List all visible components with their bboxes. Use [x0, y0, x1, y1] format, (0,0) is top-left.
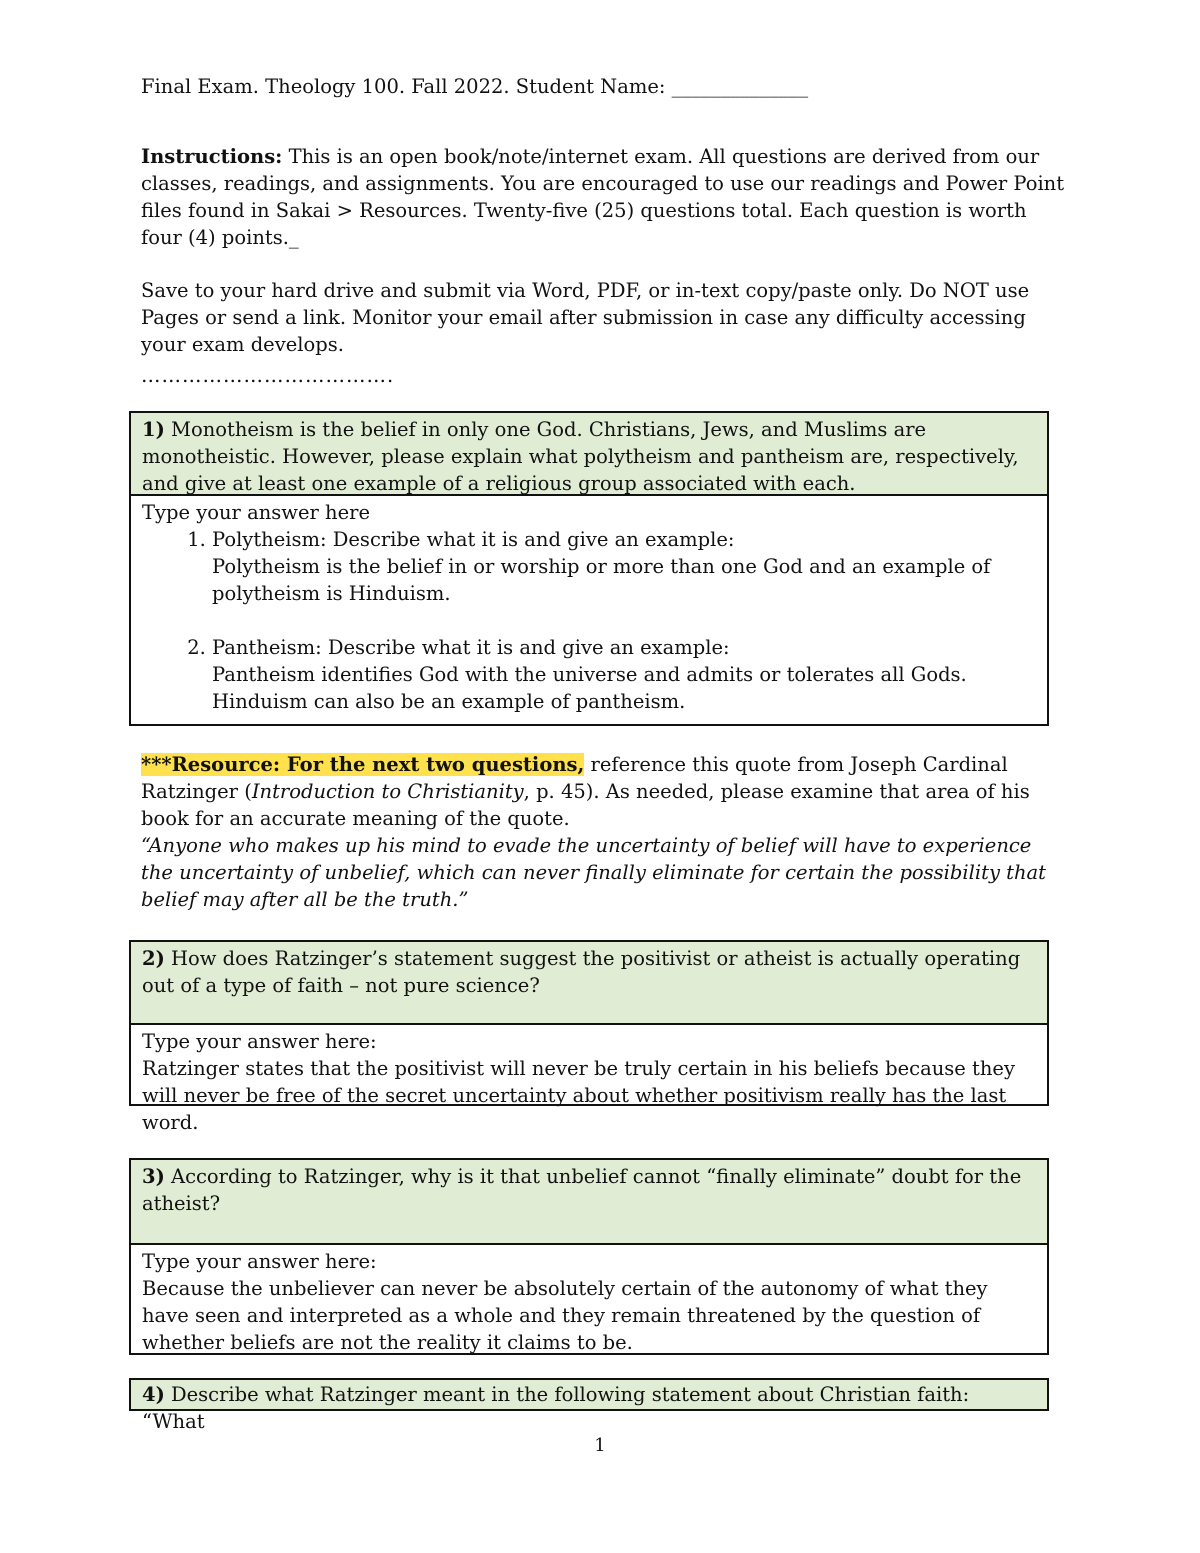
- question-1-text: Monotheism is the belief in only one God. Christians, Jews, and Muslims are monotheistic. However, please explain what polytheism and pantheism are, respectively, and give at least one example of a religious group associated with each.: [142, 418, 1019, 495]
- question-2-number: 2): [142, 947, 165, 970]
- resource-intro: [141, 751, 1066, 832]
- exam-title: Final Exam. Theology 100. Fall 2022. Student Name: ______________: [141, 75, 809, 98]
- resource-text: reference this quote from Joseph Cardinal Ratzinger (: [141, 753, 1008, 803]
- question-3-answer: Because the unbeliever can never be absolutely certain of the autonomy of what they have seen and interpreted as a whole and they remain threatened by the question of whether beliefs are not the reality it claims to be.: [142, 1277, 988, 1354]
- pantheism-answer: Pantheism identifies God with the universe and admits or tolerates all Gods. Hinduism can also be an example of pantheism.: [212, 663, 967, 713]
- polytheism-answer: Polytheism is the belief in or worship or more than one God and an example of polytheism is Hinduism.: [212, 555, 991, 605]
- question-1-box: [129, 411, 1049, 726]
- ratzinger-quote: “Anyone who makes up his mind to evade the uncertainty of belief will have to experience the uncertainty of unbelief, which can never finally eliminate for certain the possibility that belief may after all be the truth.”: [141, 834, 1047, 911]
- resource-paragraph: [141, 751, 1066, 913]
- polytheism-prompt: 1. Polytheism: Describe what it is and give an example:: [212, 528, 735, 551]
- pantheism-prompt: 2. Pantheism: Describe what it is and give an example:: [212, 636, 730, 659]
- instructions-label: Instructions:: [141, 145, 283, 168]
- question-2-prompt: [131, 942, 1047, 1025]
- instructions-paragraph: [141, 143, 1066, 251]
- question-3-prompt: [131, 1160, 1047, 1245]
- question-2-answer-label: Type your answer here:: [142, 1030, 377, 1053]
- question-3-number: 3): [142, 1165, 165, 1188]
- question-1-answer-list: [142, 526, 1036, 715]
- page-number: 1: [594, 1435, 606, 1456]
- resource-text-end: , p. 45). As needed, please examine that area of his book for an accurate meaning of the quote.: [141, 780, 1030, 830]
- instructions-text: This is an open book/note/internet exam. All questions are derived from our classes, readings, and assignments. You are encouraged to use our readings and Power Point files found in Sakai > Resources. Twenty-five (25) questions total. Each question is worth four (4) points._: [141, 145, 1065, 249]
- question-2-answer-area[interactable]: [131, 1025, 1047, 1134]
- question-4-box: [129, 1378, 1049, 1433]
- question-1-answer-area[interactable]: [131, 496, 1047, 724]
- question-2-text: How does Ratzinger’s statement suggest the positivist or atheist is actually operating out of a type of faith – not pure science?: [142, 947, 1021, 997]
- question-1-prompt: [131, 413, 1047, 496]
- question-1-number: 1): [142, 418, 165, 441]
- question-1-answer-label: Type your answer here: [142, 501, 370, 524]
- question-3-answer-area[interactable]: [131, 1245, 1047, 1353]
- question-4-number: 4): [142, 1383, 165, 1406]
- question-3-text: According to Ratzinger, why is it that unbelief cannot “finally eliminate” doubt for the atheist?: [142, 1165, 1022, 1215]
- submission-note: Save to your hard drive and submit via Word, PDF, or in-text copy/paste only. Do NOT use Pages or send a link. Monitor your email after submission in case any difficulty accessing your exam develops.: [141, 279, 1030, 356]
- question-4-text: Describe what Ratzinger meant in the following statement about Christian faith: “What: [142, 1383, 970, 1433]
- section-divider: ……………………………….: [141, 364, 395, 387]
- list-item: [212, 526, 1036, 634]
- question-3-box: [129, 1158, 1049, 1355]
- resource-highlight: ***Resource: For the next two questions,: [141, 753, 585, 776]
- question-3-answer-label: Type your answer here:: [142, 1250, 377, 1273]
- list-item: [212, 634, 1036, 715]
- book-title: Introduction to Christianity: [251, 780, 524, 803]
- question-2-box: [129, 940, 1049, 1134]
- question-4-prompt: [131, 1380, 1047, 1433]
- question-2-answer: Ratzinger states that the positivist will never be truly certain in his beliefs because they will never be free of the secret uncertainty about whether positivism really has the last word.: [142, 1057, 1015, 1134]
